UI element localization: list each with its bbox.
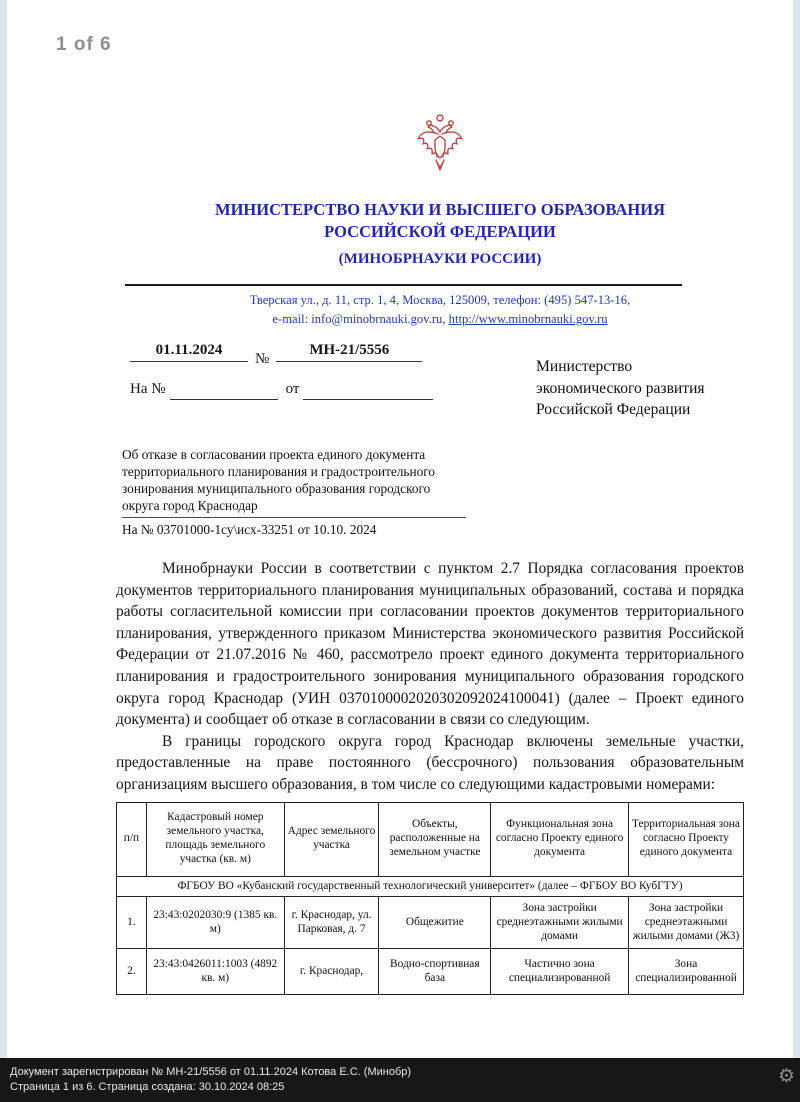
letterhead-divider [125,284,682,286]
contact-online [150,310,730,329]
body-paragraph-1: Минобрнауки России в соответствии с пунктом 2.7 Порядка согласования проектов документов территориального планирования муниципальных образований, состава и порядка работы согласительной комиссии при согласовании проектов документов территориального планирования, утвержденного приказом Министерства экономического развития Российской Федерации от 21.07.2016 № 460, рассмотрело проект единого документа территориального планирования и градостроительного зонирования муниципального образования городского округа город Краснодар (УИН 0370100002020302092024100041) (далее – Проект единого документа) и сообщает об отказе в согласовании в связи со следующим. [116,560,744,729]
recipient-line: Российской Федерации [536,401,691,418]
land-parcels-table [116,802,744,996]
coat-of-arms-icon [414,112,466,181]
subject-reference: На № 03701000-1су\исх-33251 от 10.10. 2024 [122,522,377,537]
table-cell: 1. [117,897,147,949]
contact-block [150,291,730,329]
letterhead [150,112,730,268]
col-header-territorial-zone: Территориальная зона согласно Проекту единого документа [629,802,744,876]
ministry-short-name: (МИНОБРНАУКИ РОССИИ) [338,251,542,267]
ministry-website-link[interactable]: http://www.minobrnauki.gov.ru [448,312,608,326]
table-cell: 23:43:0426011:1003 (4892 кв. м) [146,949,284,995]
right-edge-strip [793,0,800,1058]
col-header-objects: Объекты, расположенные на земельном участке [379,802,491,876]
left-edge-strip [0,0,7,1058]
incoming-reference-row [130,381,433,400]
incoming-label: На № [130,381,166,397]
col-header-functional-zone: Функциональная зона согласно Проекту единого документа [491,802,629,876]
table-cell: Зона специализированной [629,949,744,995]
col-header-address: Адрес земельного участка [284,802,379,876]
table-cell: Водно-спортивная база [379,949,491,995]
table-row [117,949,744,995]
ministry-name-line2: РОССИЙСКОЙ ФЕДЕРАЦИИ [324,222,556,241]
col-header-num: п/п [117,802,147,876]
table-cell: г. Краснодар, ул. Парковая, д. 7 [284,897,379,949]
from-label: от [285,381,300,397]
ministry-name-line1: МИНИСТЕРСТВО НАУКИ И ВЫСШЕГО ОБРАЗОВАНИЯ [215,200,665,219]
table-cell: 23:43:0202030:9 (1385 кв. м) [146,897,284,949]
incoming-number-blank [170,397,278,400]
subject-line: зонирования муниципального образования городского [122,481,431,496]
recipient-line: экономического развития [536,379,705,397]
table-cell: Общежитие [379,897,491,949]
letter-body [116,558,744,995]
registration-footer [0,1058,800,1102]
subject-block [122,446,466,538]
table-cell: г. Краснодар, [284,949,379,995]
subject-line: Об отказе в согласовании проекта единого документа [122,447,426,462]
table-group-row [117,876,744,897]
stamp-gear-icon: ⚙ [777,1066,795,1087]
outgoing-number: МН-21/5556 [276,342,422,362]
outgoing-date: 01.11.2024 [130,342,248,362]
table-cell: Зона застройки среднеэтажными жилыми домами [491,897,629,949]
subject-text [122,446,466,518]
recipient-line: Министерство [536,358,633,375]
page-creation-line: Страница 1 из 6. Страница создана: 30.10.2024 08:25 [10,1081,285,1093]
registration-line: Документ зарегистрирован № МН-21/5556 от 01.11.2024 Котова Е.С. (Минобр) [10,1066,412,1078]
table-cell: Зона застройки среднеэтажными жилыми домами (Ж3) [629,897,744,949]
table-row [117,897,744,949]
table-header-row [117,802,744,876]
ministry-name [150,199,730,243]
contact-address: Тверская ул., д. 11, стр. 1, 4, Москва, 125009, телефон: (495) 547-13-16, [249,293,631,307]
col-header-cadastre: Кадастровый номер земельного участка, площадь земельного участка (кв. м) [146,802,284,876]
table-cell: Частично зона специализированной [491,949,629,995]
table-cell: 2. [117,949,147,995]
group-row-cell: ФГБОУ ВО «Кубанский государственный технологический университет» (далее – ФГБОУ ВО КубГТУ) [117,876,744,897]
number-sign: № [255,351,270,367]
contact-email: e-mail: info@minobrnauki.gov.ru, [272,312,446,326]
subject-line: округа город Краснодар [122,498,258,513]
body-paragraph-2: В границы городского округа город Краснодар включены земельные участки, предоставленные на праве постоянного (бессрочного) пользования образовательным организациям высшего образования, в том числе со следующими кадастровыми номерами: [116,732,744,793]
recipient-block [536,356,705,421]
incoming-date-blank [303,397,433,400]
page-indicator: 1 of 6 [56,34,112,55]
subject-line: территориального планирования и градостроительного [122,464,436,479]
outgoing-reference-row [130,342,422,367]
